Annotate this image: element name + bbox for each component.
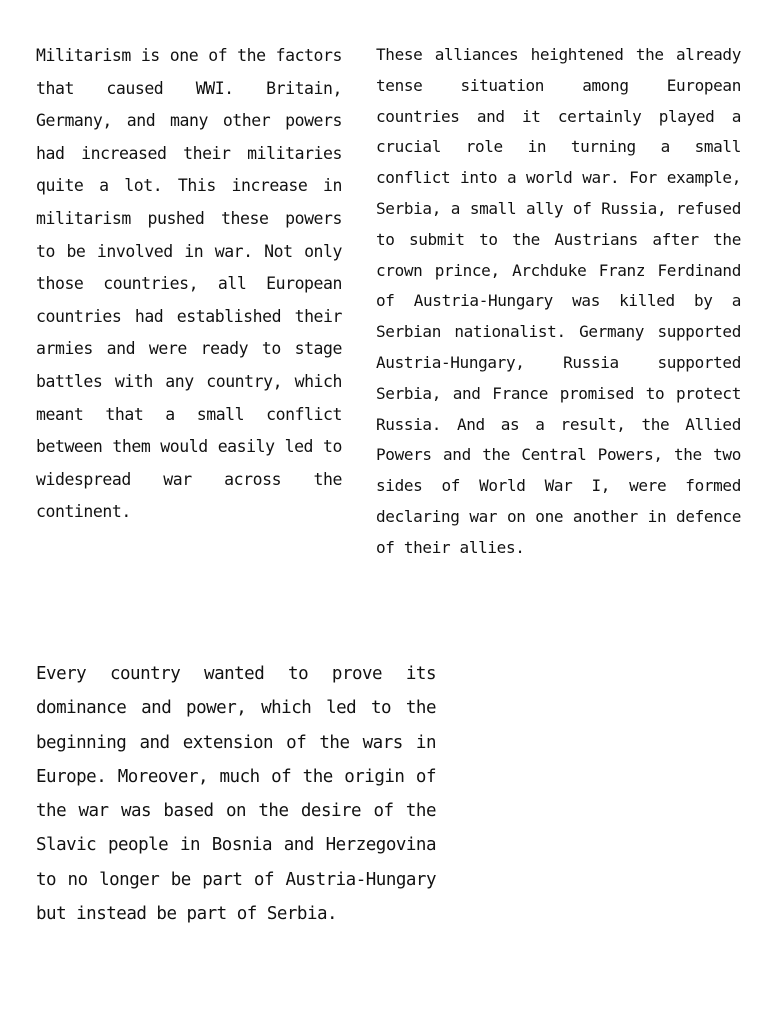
paragraph-nationalism: Every country wanted to prove its dominance and power, which led to the beginning and extension of the wars in Europe. Moreover, much of the origin of the war was based on the desire of the Slavic people in Bosnia and Herzegovina to no longer be part of Austria-Hungary but instead be part of Serbia. <box>36 664 436 925</box>
paragraph-alliances: These alliances heightened the already tense situation among European countries and it certainly played a crucial role in turning a small conflict into a world war. For example, Serbia, a small ally of Russia, refused to submit to the Austrians after the crown prince, Archduke Franz Ferdinand of Austria-Hungary was killed by a Serbian nationalist. Germany supported Austria-Hungary, Russia supported Serbia, and France promised to protect Russia. And as a result, the Allied Powers and the Central Powers, the two sides of World War I, were formed declaring war on one another in defence of their allies. <box>376 45 741 557</box>
paragraph-militarism: Militarism is one of the factors that caused WWI. Britain, Germany, and many other powers had increased their militaries quite a lot. This increase in militarism pushed these powers to be involved in war. Not only those countries, all European countries had established their armies and were ready to stage battles with any country, which meant that a small conflict between them would easily led to widespread war across the continent. <box>36 46 342 522</box>
